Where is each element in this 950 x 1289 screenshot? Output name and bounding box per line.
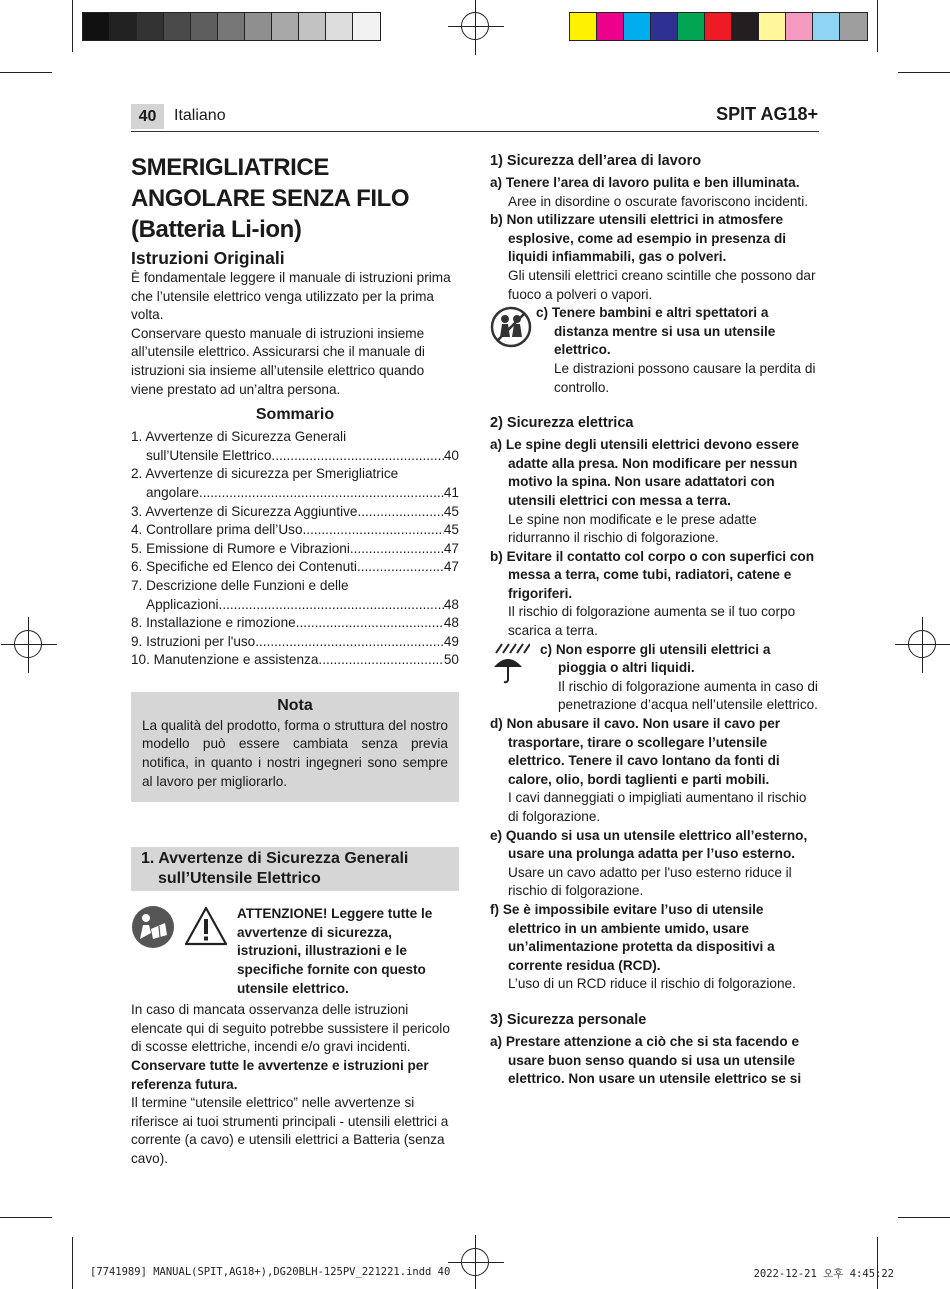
subsection-title: 3) Sicurezza personale (490, 1011, 647, 1028)
body-paragraph: In caso di mancata osservanza delle istruzioni elencate qui di seguito potrebbe sussistere il pericolo di scosse elettriche, incendi e/o gravi incidenti. (131, 1002, 450, 1055)
header-divider (131, 131, 819, 132)
toc-entry (131, 465, 459, 502)
toc-label: sull’Utensile Elettrico (146, 447, 272, 463)
color-swatch (678, 13, 705, 40)
warning-text: ATTENZIONE! Leggere tutte le avvertenze di sicurezza, istruzioni, illustrazioni e le specifiche fornite con questo utensile elettrico. (237, 906, 433, 996)
color-swatch (597, 13, 624, 40)
toc-leader (199, 484, 444, 503)
list-item: d) Non abusare il cavo. Non usare il cavo per trasportare, tirare o scollegare l’utensile elettrico. Tenere il cavo lontano da fonti di calore, olio, bordi taglienti e parti mobili. I cavi danneggiati o impigliati aumentano il rischio di folgorazione. (490, 716, 807, 824)
subsection-title: 2) Sicurezza elettrica (490, 415, 634, 432)
color-swatch (353, 13, 380, 40)
toc-leader (255, 633, 444, 652)
toc-leader (303, 521, 444, 540)
toc-leader (318, 651, 443, 670)
toc-label: 9. Istruzioni per l'uso (131, 633, 256, 649)
toc-page: 47 (443, 559, 459, 575)
toc-entry (131, 521, 459, 540)
toc-label: 4. Controllare prima dell’Uso (131, 522, 303, 538)
color-swatch (732, 13, 759, 40)
toc-page: 48 (443, 596, 459, 612)
language-label: Italiano (174, 107, 226, 124)
toc-label: Applicazioni (146, 596, 219, 612)
color-swatch (245, 13, 272, 40)
toc-page: 45 (443, 503, 459, 519)
toc-entry (131, 651, 459, 670)
toc-leader (271, 447, 443, 466)
intro-paragraph: Conservare questo manuale di istruzioni insieme all’utensile elettrico. Assicurarsi che il manuale di istruzioni sia insieme all’utensile elettrico quando viene prestato ad un’altra persona. (131, 325, 425, 397)
toc-label: 6. Specifiche ed Elenco dei Contenuti (131, 559, 357, 575)
toc-entry (131, 633, 459, 652)
toc-label: 2. Avvertenze di sicurezza per Smerigliatrice (131, 466, 399, 482)
color-swatch (218, 13, 245, 40)
model-name: SPIT AG18+ (716, 104, 818, 124)
crop-mark (0, 1217, 52, 1218)
toc-label: angolare (146, 484, 199, 500)
toc-page: 41 (443, 484, 459, 500)
page-number: 40 (131, 104, 164, 129)
color-swatch (651, 13, 678, 40)
body-paragraph-bold: Conservare tutte le avvertenze e istruzioni per referenza futura. (131, 1058, 429, 1092)
rain-umbrella-icon (490, 641, 530, 685)
toc-label: 3. Avvertenze di Sicurezza Aggiuntive (131, 503, 358, 519)
toc-entry (131, 540, 459, 559)
color-bar (569, 12, 868, 41)
note-title: Nota (277, 696, 313, 714)
color-swatch (110, 13, 137, 40)
registration-target-icon (461, 12, 489, 40)
toc-entry (131, 428, 459, 465)
toc-label: 8. Installazione e rimozione (131, 615, 296, 631)
toc-title: Sommario (255, 406, 335, 424)
list-item: b) Non utilizzare utensili elettrici in atmosfere esplosive, come ad esempio in presenza di liquidi infiammabili, gas o polveri. Gli utensili elettrici creano scintille che possono dar fuoco a polveri o vapori. (490, 212, 816, 302)
color-swatch (164, 13, 191, 40)
toc-entry (131, 558, 459, 577)
list-item: c) Tenere bambini e altri spettatori a distanza mentre si usa un utensile elettrico. Le distrazioni possono causare la perdita di controllo. (490, 304, 820, 397)
toc-entry (131, 503, 459, 522)
print-timestamp: 2022-12-21 오후 4:45:22 (753, 1268, 894, 1280)
color-swatch (137, 13, 164, 40)
color-swatch (705, 13, 732, 40)
toc-label: 7. Descrizione delle Funzioni e delle (131, 577, 349, 593)
crop-mark (898, 72, 950, 73)
toc-page: 40 (443, 447, 459, 463)
color-swatch (83, 13, 110, 40)
registration-target-icon (908, 630, 936, 658)
color-swatch (759, 13, 786, 40)
crop-mark (72, 1237, 73, 1289)
table-of-contents (131, 428, 459, 670)
toc-leader (350, 540, 444, 559)
toc-entry (131, 577, 459, 614)
toc-leader (296, 614, 444, 633)
toc-page: 50 (443, 652, 459, 668)
document-title: SMERIGLIATRICE ANGOLARE SENZA FILO (Batteria Li-ion) (131, 154, 410, 243)
warning-triangle-icon (183, 905, 229, 947)
toc-page: 45 (443, 522, 459, 538)
color-swatch (786, 13, 813, 40)
left-column (131, 152, 459, 1169)
crop-mark (877, 0, 878, 52)
file-slug: [7741989] MANUAL(SPIT,AG18+),DG20BLH-125PV_221221.indd 40 (90, 1266, 451, 1278)
crop-mark (898, 1217, 950, 1218)
registration-target-icon (14, 630, 42, 658)
crop-mark (72, 0, 73, 52)
color-swatch (272, 13, 299, 40)
list-item: a) Tenere l’area di lavoro pulita e ben illuminata. Aree in disordine o oscurate favoriscono incidenti. (490, 175, 808, 209)
list-item: c) Non esporre gli utensili elettrici a pioggia o altri liquidi. Il rischio di folgorazione aumenta in caso di penetrazione d’acqua nell’utensile elettrico. (490, 641, 820, 715)
note-text: La qualità del prodotto, forma o struttura del nostro modello può essere cambiata senza previa notifica, in quanto i nostri ingegneri sono sempre al lavoro per migliorarlo. (142, 717, 448, 789)
registration-target-icon (461, 1248, 489, 1276)
color-swatch (570, 13, 597, 40)
crop-mark (877, 1237, 878, 1289)
list-item: b) Evitare il contatto col corpo o con superfici con messa a terra, come tubi, radiatori, catene e frigoriferi. Il rischio di folgorazione aumenta se il tuo corpo scarica a terra. (490, 548, 815, 639)
subsection-title: 1) Sicurezza dell’area di lavoro (490, 153, 702, 169)
list-item: a) Le spine degli utensili elettrici devono essere adatte alla presa. Non modificare per nessun motivo la spina. Non usare adattatori con utensili elettrici con messa a terra. Le spine non modificate e le prese adatte ridurranno il rischio di folgorazione. (490, 437, 799, 546)
toc-leader (357, 503, 443, 522)
read-manual-icon (131, 905, 175, 949)
color-swatch (840, 13, 867, 40)
toc-label: 5. Emissione di Rumore e Vibrazioni (131, 540, 350, 556)
gray-color-bar (82, 12, 381, 41)
color-swatch (299, 13, 326, 40)
color-swatch (813, 13, 840, 40)
body-paragraph: Il termine “utensile elettrico” nelle avvertenze si riferisce ai tuoi strumenti principali - utensili elettrici a corrente (a cavo) e utensili elettrici a Batteria (senza cavo). (131, 1095, 449, 1166)
color-swatch (191, 13, 218, 40)
toc-page: 47 (443, 540, 459, 556)
document-subtitle: Istruzioni Originali (131, 248, 285, 268)
color-swatch (624, 13, 651, 40)
note-box (131, 692, 459, 802)
warning-block (131, 905, 459, 998)
color-swatch (326, 13, 353, 40)
section-heading: 1. Avvertenze di Sicurezza Generali sull’Utensile Elettrico (131, 847, 459, 891)
list-item: e) Quando si usa un utensile elettrico all’esterno, usare una prolunga adatta per l’uso esterno. Usare un cavo adatto per l'uso esterno riduce il rischio di folgorazione. (490, 827, 808, 899)
toc-leader (219, 596, 444, 615)
list-item: f) Se è impossibile evitare l’uso di utensile elettrico in un ambiente umido, usare un’alimentazione protetta da dispositivi a corrente residua (RCD). L’uso di un RCD riduce il rischio di folgorazione. (490, 901, 796, 992)
right-column (490, 152, 820, 1089)
toc-page: 48 (443, 615, 459, 631)
intro-paragraph: È fondamentale leggere il manuale di istruzioni prima che l’utensile elettrico venga utilizzato per la prima volta. (131, 270, 451, 323)
toc-entry (131, 614, 459, 633)
keep-children-away-icon (490, 306, 532, 348)
list-item: a) Prestare attenzione a ciò che si sta facendo e usare buon senso quando si usa un utensile elettrico. Non usare un utensile elettrico se si (490, 1033, 802, 1087)
toc-label: 10. Manutenzione e assistenza (131, 652, 319, 668)
toc-label: 1. Avvertenze di Sicurezza Generali (131, 429, 347, 445)
toc-leader (357, 558, 444, 577)
crop-mark (0, 72, 52, 73)
toc-page: 49 (443, 633, 459, 649)
